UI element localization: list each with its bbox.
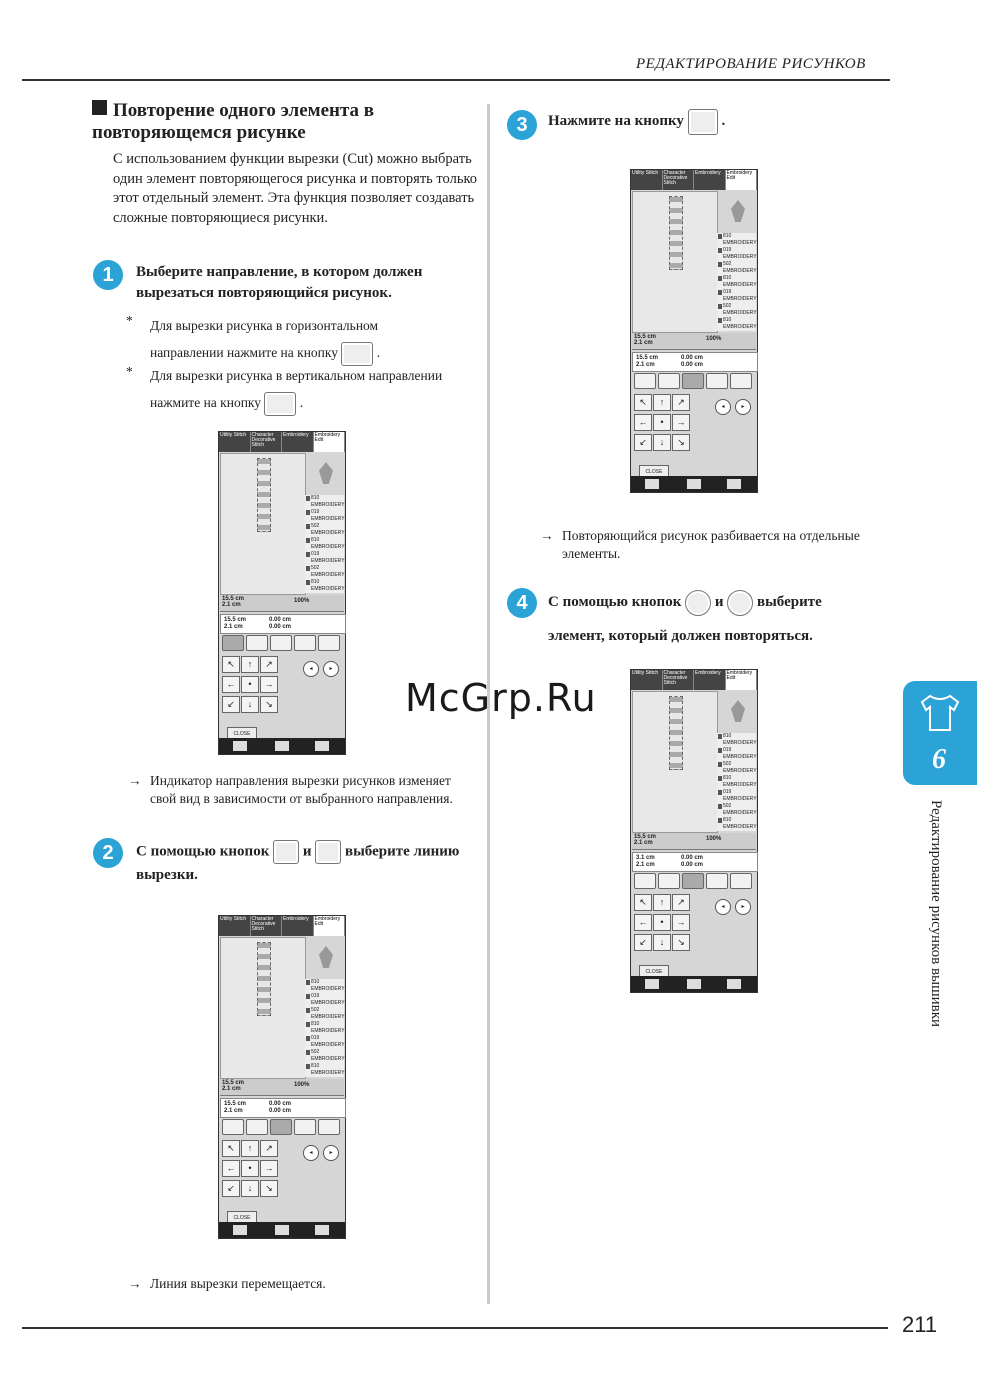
step-1-result: Индикатор направления вырезки рисунков изменяет свой вид в зависимости от выбранного направления. [150, 773, 453, 806]
step-4-text: С помощью кнопок и выберите элемент, который должен повторяться. [548, 585, 888, 653]
next-circle-button[interactable]: ▸ [735, 399, 751, 415]
close-button[interactable]: CLOSE [639, 465, 669, 479]
arrow-icon: → [128, 1276, 142, 1291]
tab-utility[interactable]: Utility Stitch [631, 670, 663, 690]
move-arrow-button[interactable]: • [241, 676, 259, 693]
move-arrow-button[interactable]: ↙ [222, 696, 240, 713]
move-arrow-button[interactable]: ↘ [672, 934, 690, 951]
device-screen-4 [630, 669, 758, 993]
cut-mode-button[interactable] [222, 1119, 244, 1135]
tab-character[interactable]: Character Decorative Stitch [663, 670, 695, 690]
cut-mode-button[interactable] [634, 373, 656, 389]
close-button[interactable]: CLOSE [227, 727, 257, 741]
section-title: Повторение одного элемента в повторяющемся рисунке [92, 100, 375, 143]
cut-mode-button[interactable] [294, 635, 316, 651]
tab-utility[interactable]: Utility Stitch [219, 432, 251, 452]
next-circle-button[interactable]: ▸ [735, 899, 751, 915]
step-4-badge: 4 [507, 588, 537, 618]
bottom-bar [631, 976, 757, 992]
move-arrow-button[interactable]: ← [634, 914, 652, 931]
cut-mode-button[interactable] [634, 873, 656, 889]
preview-icon [731, 200, 745, 222]
step-1-badge: 1 [93, 260, 123, 290]
color-list: 810 EMBROIDERY 019 EMBROIDERY 502 EMBROIDERY 810 EMBROIDERY 019 EMBROIDERY 502 EMBROIDERY 810 EMBROIDERY [717, 733, 756, 831]
move-arrow-button[interactable]: ↗ [672, 894, 690, 911]
up-button[interactable] [273, 840, 299, 864]
next-circle-button[interactable]: ▸ [323, 1145, 339, 1161]
cut-mode-button[interactable] [294, 1119, 316, 1135]
cut-mode-button[interactable] [270, 1119, 292, 1135]
next-element-button[interactable] [727, 590, 753, 616]
move-arrow-button[interactable]: • [653, 914, 671, 931]
move-arrow-button[interactable]: ↑ [653, 894, 671, 911]
move-arrow-button[interactable]: ↑ [241, 1140, 259, 1157]
step-2-result: Линия вырезки перемещается. [150, 1276, 326, 1291]
size-bar: 15.5 cm 2.1 cm 100% [632, 333, 756, 350]
device-screen-1 [218, 431, 346, 755]
tab-embroidery[interactable]: Embroidery [282, 916, 314, 936]
color-list: 810 EMBROIDERY 019 EMBROIDERY 502 EMBROIDERY 810 EMBROIDERY 019 EMBROIDERY 502 EMBROIDERY 810 EMBROIDERY [305, 979, 344, 1077]
cut-mode-button[interactable] [706, 373, 728, 389]
prev-element-button[interactable] [685, 590, 711, 616]
preview-icon [319, 462, 333, 484]
cut-mode-button[interactable] [658, 373, 680, 389]
cut-mode-button[interactable] [658, 873, 680, 889]
move-arrow-button[interactable]: ↑ [241, 656, 259, 673]
move-arrow-button[interactable]: ↘ [672, 434, 690, 451]
cut-mode-button[interactable] [730, 873, 752, 889]
arrow-icon: → [128, 773, 142, 788]
move-arrow-button[interactable]: ↑ [653, 394, 671, 411]
section-intro: С использованием функции вырезки (Cut) можно выбрать один элемент повторяющегося рисунка и повторять только этот отдельный элемент. Эта функция позволяет создавать сложные повторяющиеся рисунки. [113, 151, 478, 226]
move-arrow-button[interactable]: ↓ [241, 696, 259, 713]
move-arrow-button[interactable]: ↖ [222, 656, 240, 673]
tab-embroidery-edit[interactable]: Embroidery Edit [314, 916, 346, 936]
move-arrow-button[interactable]: ↖ [634, 894, 652, 911]
size-bar: 15.5 cm 2.1 cm 100% [220, 595, 344, 612]
cut-mode-button[interactable] [682, 373, 704, 389]
device-screen-2 [218, 915, 346, 1239]
move-arrow-button[interactable]: ↙ [634, 434, 652, 451]
tab-embroidery[interactable]: Embroidery [694, 170, 726, 190]
color-list: 810 EMBROIDERY 019 EMBROIDERY 502 EMBROIDERY 810 EMBROIDERY 019 EMBROIDERY 502 EMBROIDERY 810 EMBROIDERY [717, 233, 756, 331]
move-arrow-button[interactable]: ← [222, 1160, 240, 1177]
cut-mode-button[interactable] [270, 635, 292, 651]
pattern-motif [257, 458, 271, 532]
header-rule [22, 79, 890, 81]
move-arrow-button[interactable]: ↓ [653, 934, 671, 951]
device-screen-3 [630, 169, 758, 493]
move-arrow-button[interactable]: ↗ [260, 656, 278, 673]
move-arrow-button[interactable]: • [241, 1160, 259, 1177]
move-arrow-button[interactable]: ↘ [260, 1180, 278, 1197]
move-arrow-button[interactable]: ↗ [260, 1140, 278, 1157]
step-3-text: Нажмите на кнопку . [548, 107, 868, 135]
pattern-canvas[interactable] [220, 453, 306, 595]
color-list: 810 EMBROIDERY 019 EMBROIDERY 502 EMBROIDERY 810 EMBROIDERY 019 EMBROIDERY 502 EMBROIDERY 810 EMBROIDERY [305, 495, 344, 593]
bottom-bar [631, 476, 757, 492]
step-2-badge: 2 [93, 838, 123, 868]
bottom-bar [219, 738, 345, 754]
move-arrow-button[interactable]: ↓ [241, 1180, 259, 1197]
move-arrow-button[interactable]: ← [222, 676, 240, 693]
pattern-motif [669, 696, 683, 770]
cut-mode-button[interactable] [706, 873, 728, 889]
position-bar: 3.1 cm 2.1 cm 0.00 cm 0.00 cm [632, 852, 758, 872]
move-arrow-button[interactable]: ↙ [634, 934, 652, 951]
pattern-canvas[interactable] [632, 191, 718, 333]
tab-embroidery[interactable]: Embroidery [282, 432, 314, 452]
cut-mode-button[interactable] [246, 635, 268, 651]
page-number: 211 [902, 1312, 938, 1337]
cut-pen-button[interactable] [688, 109, 718, 135]
pattern-motif [669, 196, 683, 270]
cut-mode-button[interactable] [318, 635, 340, 651]
vertical-cut-button[interactable] [264, 392, 296, 416]
pattern-canvas[interactable] [632, 691, 718, 833]
prev-circle-button[interactable]: ◂ [715, 899, 731, 915]
bullet-2: Для вырезки рисунка в вертикальном направлении нажмите на кнопку . [150, 362, 450, 416]
cut-mode-button[interactable] [730, 373, 752, 389]
down-button[interactable] [315, 840, 341, 864]
tab-embroidery-edit[interactable]: Embroidery Edit [726, 670, 758, 690]
pattern-motif [257, 942, 271, 1016]
move-arrow-button[interactable]: ↗ [672, 394, 690, 411]
step-3-result: Повторяющийся рисунок разбивается на отдельные элементы. [562, 528, 860, 561]
bottom-bar [219, 1222, 345, 1238]
prev-circle-button[interactable]: ◂ [303, 1145, 319, 1161]
cut-mode-button[interactable] [222, 635, 244, 651]
move-arrow-button[interactable]: ↓ [653, 434, 671, 451]
preview-icon [731, 700, 745, 722]
move-arrow-button[interactable]: ↙ [222, 1180, 240, 1197]
bullet-star: * [126, 313, 133, 328]
step-3-badge: 3 [507, 110, 537, 140]
move-arrow-button[interactable]: ↖ [634, 394, 652, 411]
prev-circle-button[interactable]: ◂ [303, 661, 319, 677]
position-bar: 15.5 cm 2.1 cm 0.00 cm 0.00 cm [220, 614, 346, 634]
cut-mode-button[interactable] [318, 1119, 340, 1135]
chapter-number: 6 [932, 744, 946, 775]
tab-character[interactable]: Character Decorative Stitch [251, 432, 283, 452]
cut-mode-button[interactable] [246, 1119, 268, 1135]
cut-mode-button[interactable] [682, 873, 704, 889]
bullet-1: Для вырезки рисунка в горизонтальном направлении нажмите на кнопку . [150, 312, 450, 366]
close-button[interactable]: CLOSE [639, 965, 669, 979]
move-arrow-button[interactable]: • [653, 414, 671, 431]
square-bullet-icon [92, 100, 107, 115]
move-arrow-button[interactable]: ← [634, 414, 652, 431]
tab-embroidery[interactable]: Embroidery [694, 670, 726, 690]
tab-embroidery-edit[interactable]: Embroidery Edit [314, 432, 346, 452]
pattern-canvas[interactable] [220, 937, 306, 1079]
bullet-star: * [126, 364, 133, 379]
tab-utility[interactable]: Utility Stitch [219, 916, 251, 936]
move-arrow-button[interactable]: → [672, 914, 690, 931]
tab-utility[interactable]: Utility Stitch [631, 170, 663, 190]
tab-character[interactable]: Character Decorative Stitch [663, 170, 695, 190]
footer-rule [22, 1327, 888, 1329]
move-arrow-button[interactable]: → [260, 676, 278, 693]
arrow-icon: → [540, 528, 554, 543]
close-button[interactable]: CLOSE [227, 1211, 257, 1225]
step-2-text: С помощью кнопок и выберите линию вырезки. [136, 840, 476, 886]
position-bar: 15.5 cm 2.1 cm 0.00 cm 0.00 cm [632, 352, 758, 372]
tab-character[interactable]: Character Decorative Stitch [251, 916, 283, 936]
tshirt-icon [918, 690, 962, 734]
position-bar: 15.5 cm 2.1 cm 0.00 cm 0.00 cm [220, 1098, 346, 1118]
size-bar: 15.5 cm 2.1 cm 100% [632, 833, 756, 850]
size-bar: 15.5 cm 2.1 cm 100% [220, 1079, 344, 1096]
move-arrow-button[interactable]: → [260, 1160, 278, 1177]
chapter-title: Редактирование рисунков вышивки [928, 800, 944, 1028]
step-1-text: Выберите направление, в котором должен вырезаться повторяющийся рисунок. [136, 264, 423, 301]
preview-icon [319, 946, 333, 968]
header-title: РЕДАКТИРОВАНИЕ РИСУНКОВ [636, 56, 866, 72]
move-arrow-button[interactable]: ↘ [260, 696, 278, 713]
move-arrow-button[interactable]: → [672, 414, 690, 431]
next-circle-button[interactable]: ▸ [323, 661, 339, 677]
tab-embroidery-edit[interactable]: Embroidery Edit [726, 170, 758, 190]
move-arrow-button[interactable]: ↖ [222, 1140, 240, 1157]
prev-circle-button[interactable]: ◂ [715, 399, 731, 415]
watermark-text: McGrp.Ru [405, 676, 597, 720]
